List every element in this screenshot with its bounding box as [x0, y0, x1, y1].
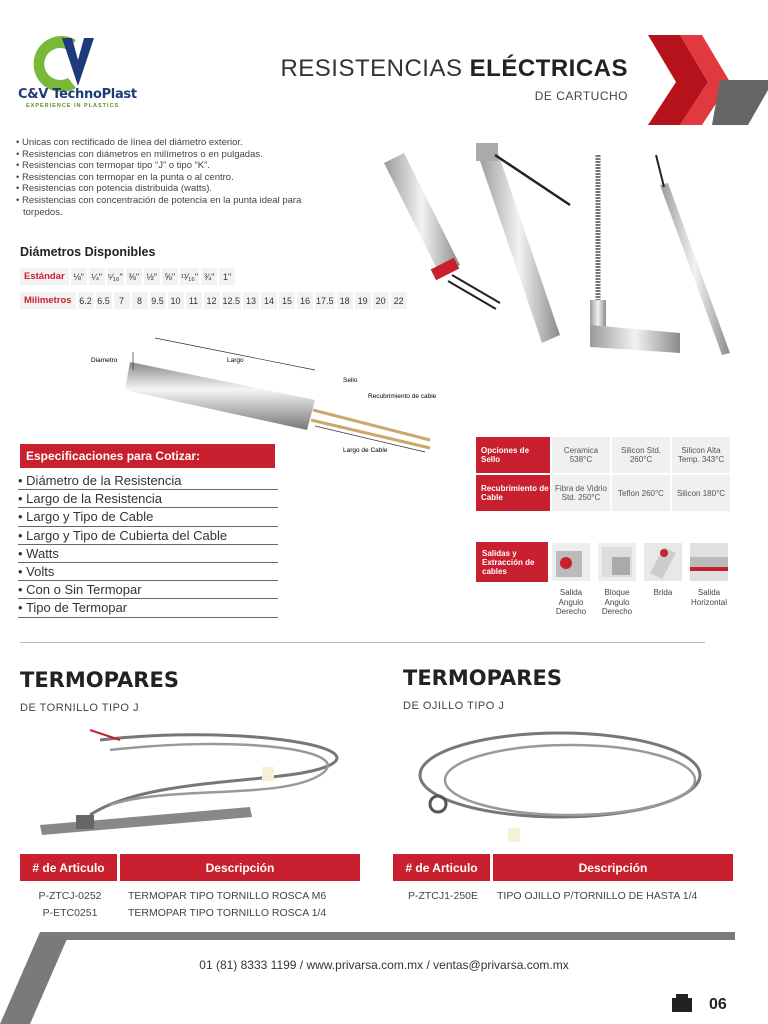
- label-diametro: Diametro: [91, 357, 118, 364]
- logo-name: C&V TechnoPlast: [18, 87, 137, 102]
- mm-label: Milimetros: [20, 292, 76, 309]
- mm-diameter-cell: 11: [186, 292, 202, 309]
- col-desc-header: Descripción: [120, 854, 360, 881]
- col-code-header: # de Articulo: [20, 854, 117, 881]
- mm-diameter-cell: 9.5: [150, 292, 166, 309]
- mm-diameter-cell: 16: [297, 292, 313, 309]
- cable-option: Teflon 260°C: [612, 475, 670, 511]
- heater-photo-4: [656, 155, 730, 355]
- output-label: Brida: [653, 588, 673, 597]
- standard-diameter-cell: 1": [219, 268, 235, 285]
- mm-diameter-cell: 7: [114, 292, 130, 309]
- feature-item: • Resistencias con termopar tipo “J” o tipo “K”.: [16, 160, 210, 172]
- options-table: [474, 435, 732, 513]
- diameters-title: Diámetros Disponibles: [20, 245, 156, 259]
- feature-list: [15, 137, 315, 218]
- heater-photo-2: [476, 143, 570, 343]
- page-number: 06: [709, 996, 727, 1013]
- seal-option: Silicon Std. 260°C: [612, 437, 670, 473]
- table-row: P-ZTCJ1-250E TIPO OJILLO P/TORNILLO DE HASTA 1/4: [407, 890, 698, 902]
- col-code-header: # de Articulo: [393, 854, 490, 881]
- section-divider: [20, 642, 705, 643]
- left-section-subtitle: DE TORNILLO TIPO J: [20, 702, 140, 714]
- label-sello: Sello: [343, 377, 358, 384]
- heater-dimension-diagram: [85, 330, 455, 460]
- specs-title: Especificaciones para Cotizar:: [20, 444, 275, 468]
- mm-diameter-cell: 18: [337, 292, 353, 309]
- feature-item: • Resistencias con concentración de potencia en la punta ideal para torpedos.: [16, 194, 302, 218]
- spec-item: • Largo de la Resistencia: [18, 490, 278, 508]
- header-chevron-decoration: [640, 30, 768, 125]
- standard-diameter-cell: ⅜": [126, 268, 142, 285]
- specs-list: [18, 472, 278, 618]
- outputs-label: Salidas y Extracción de cables: [476, 542, 548, 582]
- cable-row: [476, 475, 730, 511]
- output-right-angle-image: [552, 543, 590, 581]
- standard-diameter-cell: ½": [144, 268, 160, 285]
- mm-diameter-cell: 6.5: [96, 292, 112, 309]
- label-recubrimiento: Recubrimiento de cable: [368, 393, 437, 400]
- mm-diameter-cell: 10: [168, 292, 184, 309]
- footer-decoration: [0, 928, 768, 1024]
- mm-diameter-cell: 14: [261, 292, 277, 309]
- standard-diameter-cell: ¾": [201, 268, 217, 285]
- logo-tagline: EXPERIENCE IN PLASTICS: [26, 103, 120, 109]
- cable-label: Recubrimiento de Cable: [476, 475, 550, 511]
- heater-photo-1: [384, 153, 500, 309]
- right-table-header: [393, 854, 733, 881]
- mm-diameter-cell: 20: [373, 292, 389, 309]
- left-section-title: TERMOPARES: [20, 668, 179, 692]
- spec-item: • Diámetro de la Resistencia: [18, 472, 278, 490]
- cable-option: Silicon 180°C: [672, 475, 730, 511]
- standard-diameter-cell: ⁵⁄₁₆": [107, 268, 124, 285]
- mm-diameters-row: [20, 292, 407, 309]
- spec-item: • Volts: [18, 563, 278, 581]
- standard-diameter-cell: ¼": [89, 268, 105, 285]
- feature-item: • Resistencias con potencia distribuida (watts).: [16, 183, 213, 195]
- output-label: Salida Horizontal: [690, 588, 727, 607]
- seal-row: [476, 437, 730, 473]
- spec-item: • Con o Sin Termopar: [18, 581, 278, 599]
- standard-diameter-cell: ⅝": [162, 268, 178, 285]
- feature-item: • Unicas con rectificado de línea del diámetro exterior.: [16, 137, 243, 148]
- mm-diameter-cell: 8: [132, 292, 148, 309]
- standard-label: Estándar: [20, 268, 69, 285]
- left-table-header: [20, 854, 360, 881]
- mm-diameter-cell: 12: [204, 292, 220, 309]
- cartridge-heater-photos: [370, 135, 750, 360]
- output-horizontal-image: [690, 543, 728, 581]
- right-section-title: TERMOPARES: [403, 666, 562, 690]
- output-flange-image: [644, 543, 682, 581]
- cable-option: Fibra de Vidrio Std. 250°C: [552, 475, 610, 511]
- output-block-image: [598, 543, 636, 581]
- mm-diameter-cell: 19: [355, 292, 371, 309]
- output-label: Salida Angulo Derecho: [555, 588, 587, 616]
- page-subtitle: DE CARTUCHO: [534, 89, 628, 103]
- feature-item: • Resistencias con termopar en la punta o al centro.: [16, 171, 234, 183]
- seal-option: Ceramica 538°C: [552, 437, 610, 473]
- standard-diameters-row: [20, 268, 235, 285]
- mm-diameter-cell: 22: [391, 292, 407, 309]
- table-row: P-ETC0251 TERMOPAR TIPO TORNILLO ROSCA 1/4: [42, 907, 327, 919]
- right-section-subtitle: DE OJILLO TIPO J: [403, 700, 505, 712]
- col-desc-header: Descripción: [493, 854, 733, 881]
- output-label: Bloque Angulo Derecho: [601, 588, 633, 616]
- standard-diameter-cell: ¹¹⁄₁₆": [180, 268, 199, 285]
- seal-option: Silicon Alta Temp. 343°C: [672, 437, 730, 473]
- label-largo-cable: Largo de Cable: [343, 447, 388, 454]
- feature-item: • Resistencias con diámetros en milímetros o en pulgadas.: [16, 148, 263, 160]
- label-largo: Largo: [227, 357, 244, 364]
- mm-diameter-cell: 6.2: [78, 292, 94, 309]
- mm-diameter-cell: 15: [279, 292, 295, 309]
- ring-thermocouple-photo: [410, 720, 730, 850]
- printer-icon: [670, 992, 694, 1014]
- seal-label: Opciones de Sello: [476, 437, 550, 473]
- standard-diameter-cell: ⅛": [71, 268, 87, 285]
- table-row: P-ZTCJ-0252 TERMOPAR TIPO TORNILLO ROSCA M6: [38, 890, 327, 902]
- page-title: RESISTENCIAS ELÉCTRICAS: [280, 55, 628, 82]
- spec-item: • Watts: [18, 545, 278, 563]
- heater-body: [125, 362, 315, 430]
- footer-contact: 01 (81) 8333 1199 / www.privarsa.com.mx / ventas@privarsa.com.mx: [199, 958, 569, 972]
- spec-item: • Largo y Tipo de Cable: [18, 508, 278, 526]
- mm-diameter-cell: 12.5: [222, 292, 242, 309]
- spec-item: • Largo y Tipo de Cubierta del Cable: [18, 527, 278, 545]
- mm-diameter-cell: 13: [243, 292, 259, 309]
- screw-thermocouple-photo: [30, 725, 370, 840]
- mm-diameter-cell: 17.5: [315, 292, 335, 309]
- spec-item: • Tipo de Termopar: [18, 599, 278, 617]
